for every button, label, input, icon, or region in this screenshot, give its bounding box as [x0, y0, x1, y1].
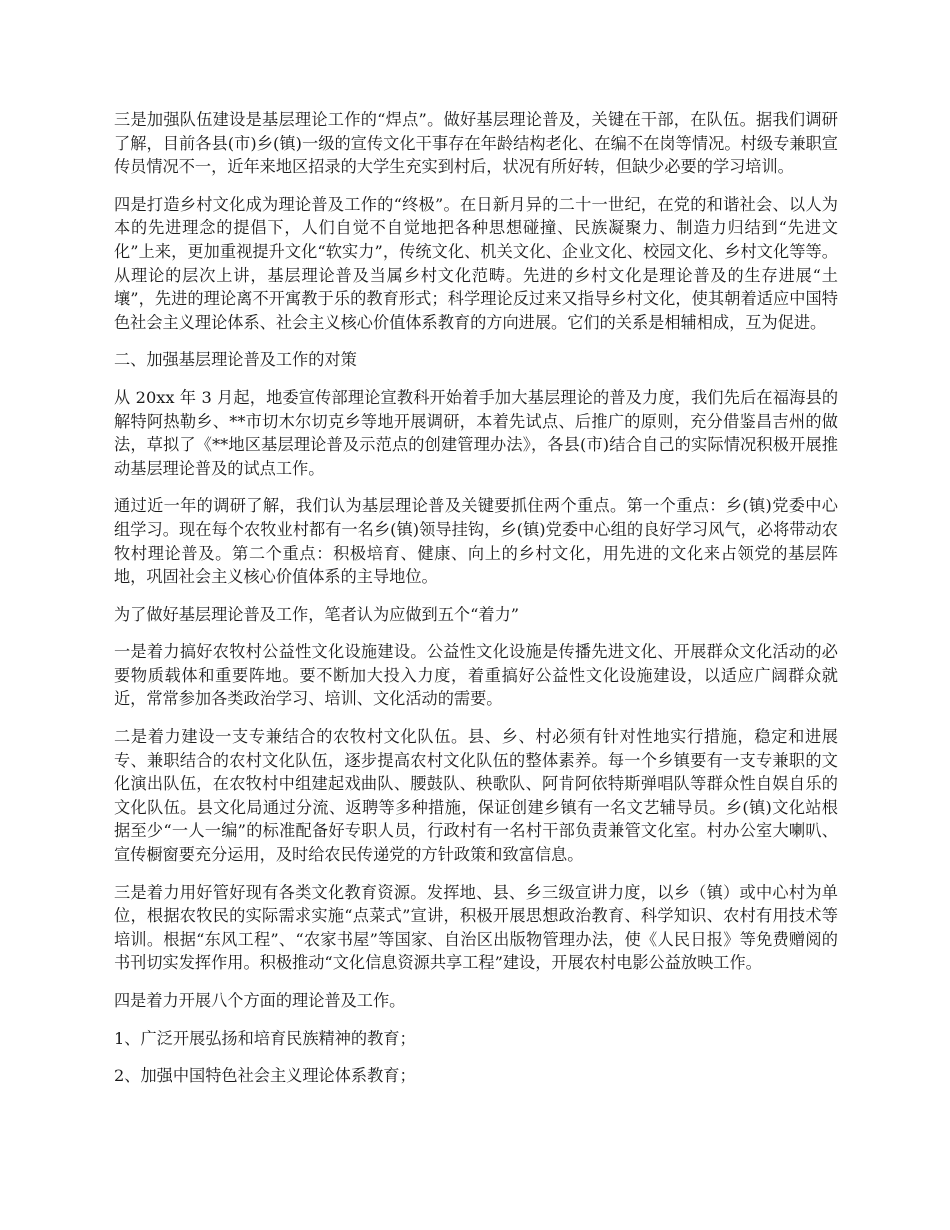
paragraph-effort-four: 四是着力开展八个方面的理论普及工作。: [114, 991, 406, 1010]
paragraph-five-efforts-intro: 为了做好基层理论普及工作，笔者认为应做到五个“着力”: [114, 604, 520, 624]
paragraph-team-building: 三是加强队伍建设是基层理论工作的“焊点”。做好基层理论普及，关键在干部，在队伍。据我们调研了解，目前各县(市)乡(镇)一级的宣传文化干事存在年龄结构老化、在编不在岗等情况。村级专兼职宣传员情况不一，近年来地区招录的大学生充实到村后，状况有所好转，但缺少必要的学习培训。: [114, 110, 838, 177]
paragraph-effort-three: 三是着力用好管好现有各类文化教育资源。发挥地、县、乡三级宣讲力度，以乡（镇）或中心村为单位，根据农牧民的实际需求实施“点菜式”宣讲，积极开展思想政治教育、科学知识、农村有用技术等培训。根据“东风工程”、“农家书屋”等国家、自治区出版物管理办法，使《人民日报》等免费赠阅的书刊切实发挥作用。积极推动“文化信息资源共享工程”建设，开展农村电影公益放映工作。: [114, 882, 838, 973]
list-item-2: 2、加强中国特色社会主义理论体系教育；: [114, 1066, 416, 1086]
paragraph-effort-two: 二是着力建设一支专兼结合的农牧村文化队伍。县、乡、村必须有针对性地实行措施，稳定和进展专、兼职结合的农村文化队伍，逐步提高农村文化队伍的整体素养。每一个乡镇要有一支专兼职的文化演出队伍，在农牧村中组建起戏曲队、腰鼓队、秧歌队、阿肯阿依特斯弹唱队等群众性自娱自乐的文化队伍。县文化局通过分流、返聘等多种措施，保证创建乡镇有一名文艺辅导员。乡(镇)文化站根据至少“一人一编”的标准配备好专职人员，行政村有一名村干部负责兼管文化室。村办公室大喇叭、宣传橱窗要充分运用，及时给农民传递党的方针政策和致富信息。: [114, 727, 838, 865]
section-heading-countermeasures: 二、加强基层理论普及工作的对策: [114, 350, 357, 370]
paragraph-pilot-work: 从 20xx 年 3 月起，地委宣传部理论宣教科开始着手加大基层理论的普及力度，我们先后在福海县的解特阿热勒乡、**市切木尔切克乡等地开展调研，本着先试点、后推广的原则，充分借鉴昌吉州的做法，草拟了《**地区基层理论普及示范点的创建管理办法》，各县(市)结合自己的实际情况积极开展推动基层理论普及的试点工作。: [114, 387, 838, 478]
paragraph-two-key-points: 通过近一年的调研了解，我们认为基层理论普及关键要抓住两个重点。第一个重点：乡(镇)党委中心组学习。现在每个农牧业村都有一名乡(镇)领导挂钩，乡(镇)党委中心组的良好学习风气，必将带动农牧村理论普及。第二个重点：积极培育、健康、向上的乡村文化，用先进的文化来占领党的基层阵地，巩固社会主义核心价值体系的主导地位。: [114, 496, 838, 587]
paragraph-effort-one: 一是着力搞好农牧村公益性文化设施建设。公益性文化设施是传播先进文化、开展群众文化活动的必要物质载体和重要阵地。要不断加大投入力度，着重搞好公益性文化设施建设，以适应广阔群众就近，常常参加各类政治学习、培训、文化活动的需要。: [114, 642, 838, 709]
list-item-1: 1、广泛开展弘扬和培育民族精神的教育；: [114, 1028, 416, 1048]
paragraph-rural-culture: 四是打造乡村文化成为理论普及工作的“终极”。在日新月异的二十一世纪，在党的和谐社会、以人为本的先进理念的提倡下，人们自觉不自觉地把各种思想碰撞、民族凝聚力、制造力归结到“先进文化”上来，更加重视提升文化“软实力”，传统文化、机关文化、企业文化、校园文化、乡村文化等等。从理论的层次上讲，基层理论普及当属乡村文化范畴。先进的乡村文化是理论普及的生存进展“土壤”，先进的理论离不开寓教于乐的教育形式；科学理论反过来又指导乡村文化，使其朝着适应中国特色社会主义理论体系、社会主义核心价值体系教育的方向进展。它们的关系是相辅相成，互为促进。: [114, 194, 838, 332]
